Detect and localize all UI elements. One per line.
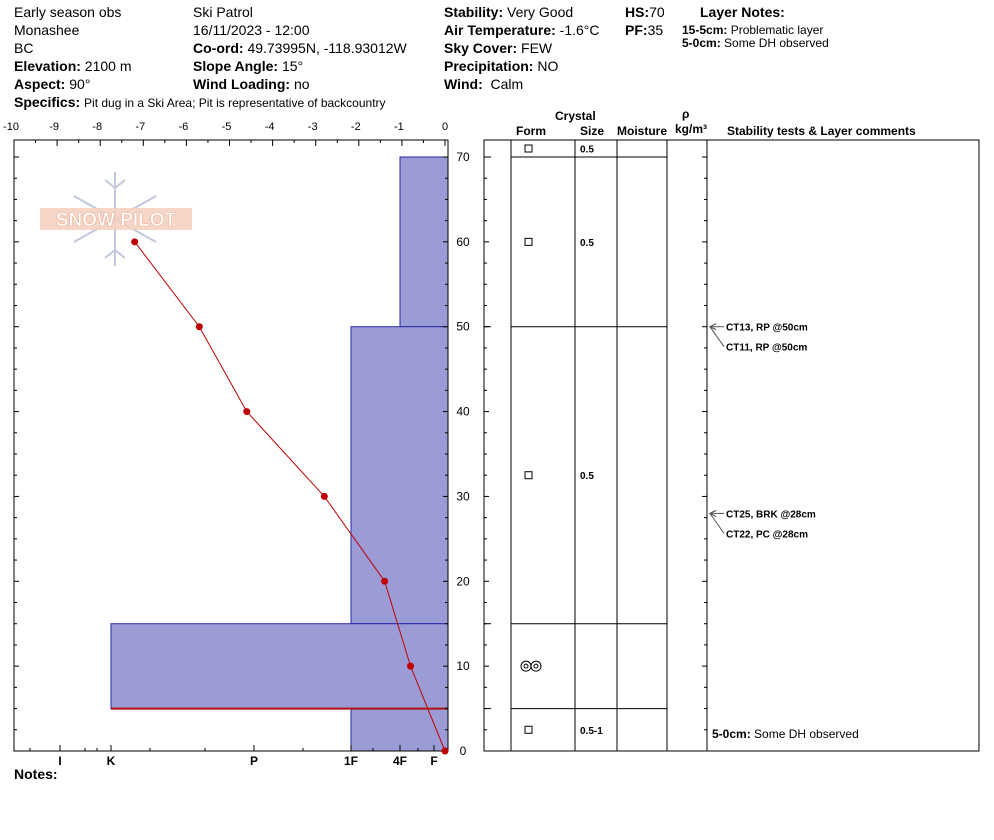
temp-tick-label: 0	[441, 121, 449, 133]
wind-loading-value: no	[293, 76, 310, 92]
crystal-size: 0.5	[580, 237, 594, 249]
stability-test-leader	[710, 513, 724, 533]
crystal-size: 0.5	[580, 144, 594, 156]
stability-test-label: CT25, BRK @28cm	[726, 509, 816, 521]
layer-note-range: 15-5cm:	[682, 23, 728, 37]
stability-label: Stability:	[444, 4, 504, 20]
height-tick-label: 20	[456, 574, 470, 589]
temp-tick-label: -9	[49, 121, 59, 133]
logo-text: SNOW PILOT	[55, 210, 177, 231]
stability-test-label: CT22, PC @28cm	[726, 529, 809, 541]
aspect-value: 90°	[69, 76, 91, 92]
temp-tick-label: -2	[350, 121, 361, 133]
faceted-crystal-icon	[525, 726, 532, 733]
temp-tick-label: -10	[3, 121, 19, 133]
melt-forms-icon-part	[531, 661, 541, 671]
wind-label: Wind:	[444, 76, 483, 92]
temperature-point	[243, 408, 250, 415]
snowpilot-logo	[40, 172, 192, 266]
coord-label: Co-ord:	[193, 40, 244, 56]
faceted-crystal-icon	[525, 472, 532, 479]
elevation-label: Elevation:	[14, 58, 81, 74]
faceted-crystal-icon	[525, 238, 532, 245]
elevation-value: 2100 m	[84, 58, 132, 74]
hardness-label: 1F	[343, 754, 359, 768]
melt-forms-icon-part	[534, 664, 538, 668]
temp-tick-label: -6	[178, 121, 189, 133]
sky-value: FEW	[521, 40, 553, 56]
slope-label: Slope Angle:	[193, 58, 279, 74]
temp-tick-label: -1	[394, 121, 404, 133]
hardness-bar	[351, 709, 448, 751]
temperature-point	[131, 238, 138, 245]
moisture-header: Moisture	[617, 124, 668, 138]
layer-notes-title: Layer Notes:	[700, 4, 785, 20]
hs-label: HS:	[625, 4, 650, 20]
hs-value: 70	[649, 4, 665, 20]
stability-test-label: CT11, RP @50cm	[726, 342, 808, 354]
sky-label: Sky Cover:	[444, 40, 518, 56]
layer-table-frame	[484, 140, 979, 751]
datetime: 16/11/2023 - 12:00	[193, 22, 310, 38]
temperature-point	[407, 663, 414, 670]
province: BC	[14, 40, 34, 56]
temp-tick-label: -4	[264, 121, 275, 133]
size-header: Size	[580, 124, 605, 138]
temperature-point	[321, 493, 328, 500]
bottom-note-range: 5-0cm:	[712, 727, 751, 741]
temp-tick-label: -7	[135, 121, 146, 133]
temp-tick-label: -5	[221, 121, 232, 133]
hardness-label: F	[430, 754, 438, 768]
temperature-point	[381, 578, 388, 585]
crystal-size: 0.5-1	[580, 725, 603, 737]
air-temp-value: -1.6°C	[559, 22, 600, 38]
height-tick-label: 40	[456, 404, 470, 419]
faceted-crystal-icon	[525, 145, 532, 152]
height-tick-label: 70	[456, 150, 470, 164]
hardness-label: K	[106, 754, 116, 768]
coord-value: 49.73995N, -118.93012W	[247, 40, 407, 56]
layer-note-range: 5-0cm:	[682, 36, 721, 50]
layer-note-text: Problematic layer	[730, 23, 824, 37]
organization: Ski Patrol	[193, 4, 253, 20]
hardness-label: P	[249, 754, 259, 768]
temperature-point	[442, 748, 449, 755]
pf-value: 35	[647, 22, 664, 38]
height-tick-label: 10	[456, 659, 470, 674]
pf-label: PF:	[625, 22, 648, 38]
temp-tick-label: -3	[307, 121, 318, 133]
height-tick-label: 30	[456, 489, 470, 504]
hardness-bar	[400, 157, 448, 327]
aspect-label: Aspect:	[14, 76, 66, 92]
stability-comments-header: Stability tests & Layer comments	[727, 124, 916, 138]
precip-value: NO	[537, 58, 559, 74]
precip-label: Precipitation:	[444, 58, 534, 74]
height-tick-label: 0	[459, 744, 467, 758]
melt-forms-icon-part	[521, 661, 531, 671]
stability-test-label: CT13, RP @50cm	[726, 322, 808, 334]
hardness-label: 4F	[392, 754, 408, 768]
stability-test-leader	[710, 327, 724, 347]
density-unit-header: kg/m³	[675, 122, 708, 136]
hardness-label: I	[58, 754, 62, 768]
form-header: Form	[516, 124, 546, 138]
bottom-note-text: Some DH observed	[754, 727, 859, 741]
crystal-size: 0.5	[580, 471, 594, 483]
specifics-value: Pit dug in a Ski Area; Pit is representative of backcountry	[84, 96, 386, 110]
temperature-point	[196, 323, 203, 330]
crystal-header: Crystal	[555, 109, 596, 123]
hardness-bar	[111, 624, 448, 709]
wind-loading-label: Wind Loading:	[193, 76, 291, 92]
mountain-range: Monashee	[14, 22, 80, 38]
melt-forms-icon-part	[524, 664, 528, 668]
notes-label: Notes:	[14, 766, 58, 782]
hardness-bar	[351, 327, 448, 624]
wind-value: Calm	[490, 76, 524, 92]
layer-note-text: Some DH observed	[724, 36, 829, 50]
height-tick-label: 60	[456, 234, 470, 249]
stability-value: Very Good	[507, 4, 574, 20]
rho-header: ρ	[682, 107, 690, 121]
air-temp-label: Air Temperature:	[444, 22, 556, 38]
temp-tick-label: -8	[92, 121, 103, 133]
specifics-label: Specifics:	[14, 94, 81, 110]
pit-title: Early season obs	[14, 4, 122, 20]
slope-value: 15°	[281, 58, 304, 74]
melt-forms-icon	[521, 661, 541, 671]
height-tick-label: 50	[456, 319, 470, 334]
